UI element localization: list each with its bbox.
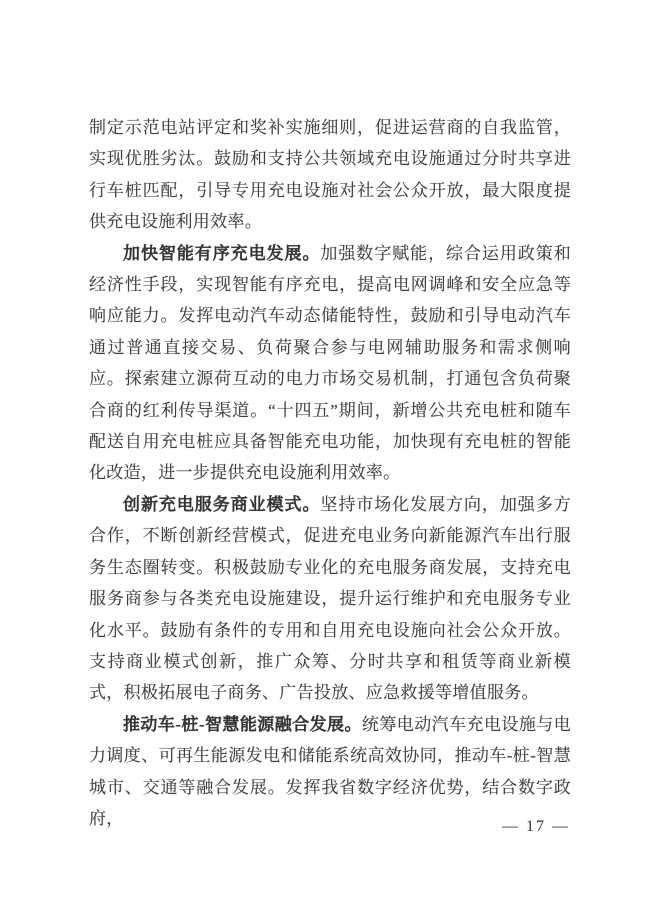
paragraph-heading: 创新充电服务商业模式。	[123, 494, 321, 514]
paragraph	[89, 489, 571, 709]
paragraph	[89, 238, 571, 489]
paragraph-text: 统筹电动汽车充电设施与电力调度、可再生能源发电和储能系统高效协同，推动车-桩-智慧城市、交通等融合发展。发挥我省数字经济优势，结合数字政府，	[89, 714, 571, 828]
paragraph	[89, 112, 571, 238]
paragraph	[89, 709, 571, 835]
paragraph-list	[89, 112, 571, 834]
page-number: — 17 —	[502, 818, 570, 835]
paragraph-heading: 推动车-桩-智慧能源融合发展。	[123, 714, 362, 734]
document-body	[89, 112, 571, 834]
paragraph-text: 加强数字赋能，综合运用政策和经济性手段，实现智能有序充电，提高电网调峰和安全应急等响应能力。发挥电动汽车动态储能特性，鼓励和引导电动汽车通过普通直接交易、负荷聚合参与电网辅助服务和需求侧响应。探索建立源荷互动的电力市场交易机制，打通包含负荷聚合商的红利传导渠道。“十四五”期间，新增公共充电桩和随车配送自用充电桩应具备智能充电功能，加快现有充电桩的智能化改造，进一步提供充电设施利用效率。	[89, 243, 571, 483]
paragraph-text: 坚持市场化发展方向，加强多方合作，不断创新经营模式，促进充电业务向新能源汽车出行服务生态圈转变。积极鼓励专业化的充电服务商发展，支持充电服务商参与各类充电设施建设，提升运行维护和充电服务专业化水平。鼓励有条件的专用和自用充电设施向社会公众开放。支持商业模式创新，推广众筹、分时共享和租赁等商业新模式，积极拓展电子商务、广告投放、应急救援等增值服务。	[89, 494, 571, 703]
paragraph-text: 制定示范电站评定和奖补实施细则，促进运营商的自我监管，实现优胜劣汰。鼓励和支持公共领域充电设施通过分时共享进行车桩匹配，引导专用充电设施对社会公众开放，最大限度提供充电设施利用效率。	[89, 118, 571, 232]
paragraph-heading: 加快智能有序充电发展。	[123, 243, 321, 263]
